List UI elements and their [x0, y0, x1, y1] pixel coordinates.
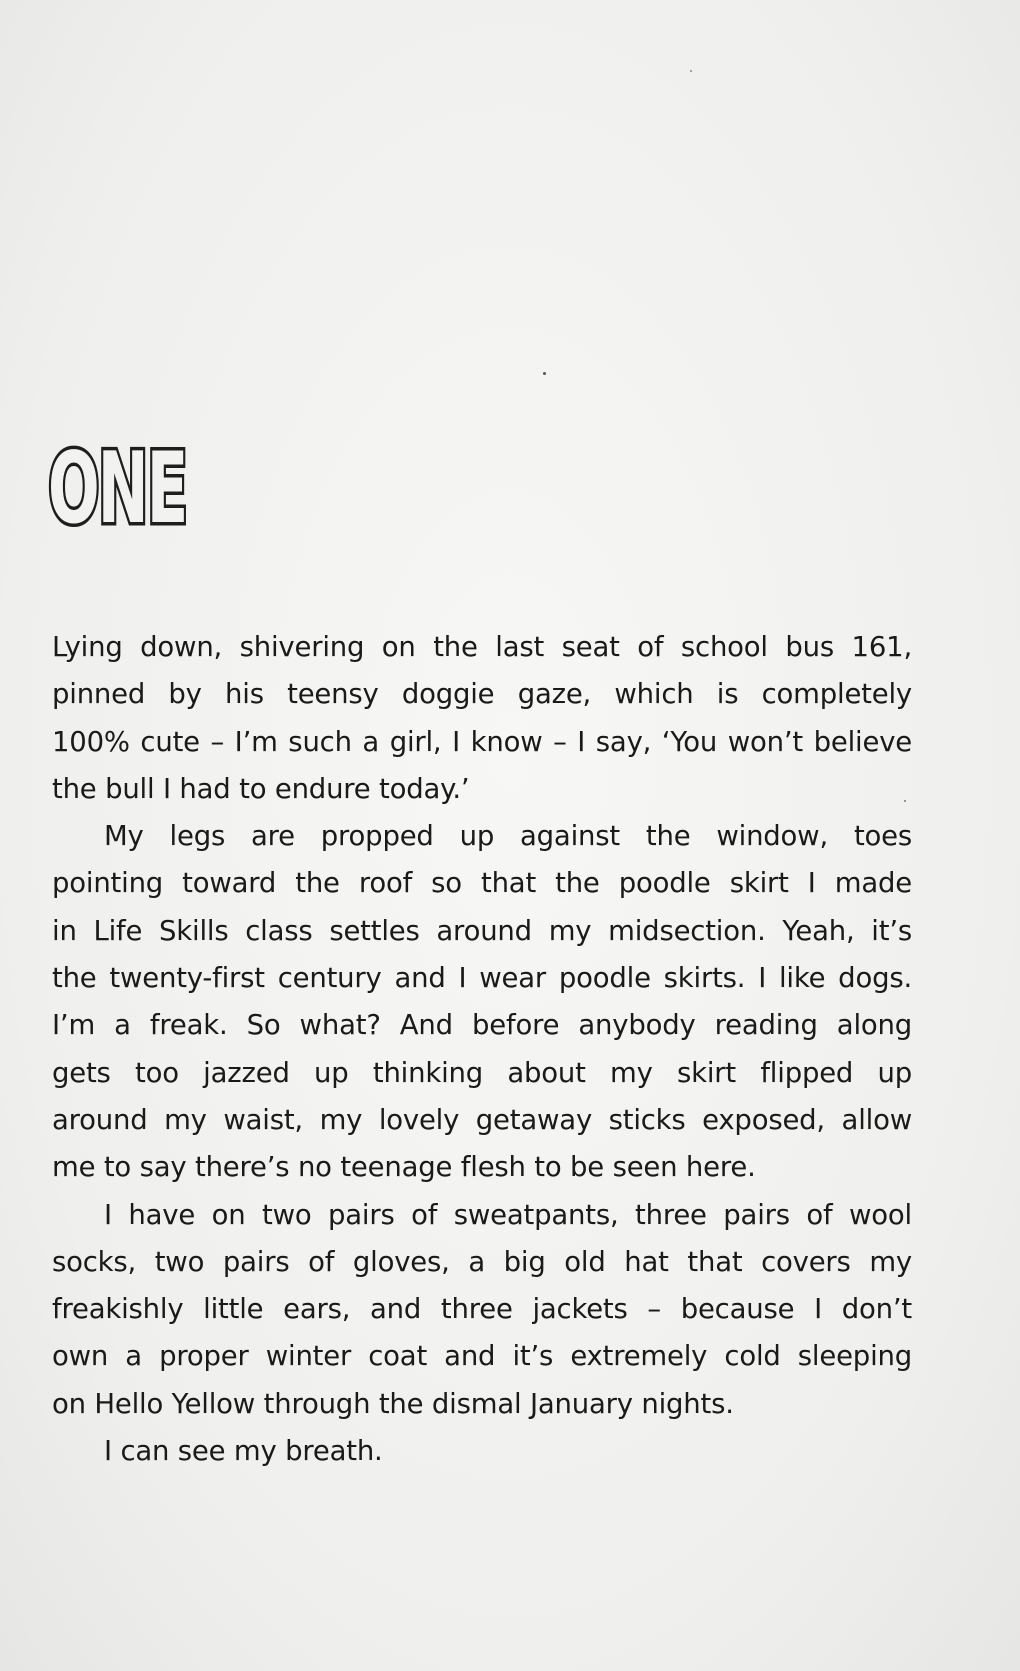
text-line: pointing toward the roof so that the poodle skirt I made — [52, 867, 912, 900]
text-line: gets too jazzed up thinking about my skirt flipped up — [52, 1056, 912, 1089]
text-line: My legs are propped up against the window, toes — [104, 820, 912, 853]
text-line: I can see my breath. — [104, 1435, 383, 1468]
text-line: socks, two pairs of gloves, a big old hat that covers my — [52, 1245, 912, 1278]
chapter-body-text — [52, 624, 912, 1475]
text-line: in Life Skills class settles around my midsection. Yeah, it’s — [52, 914, 912, 947]
text-line: the bull I had to endure today.’ — [52, 772, 470, 805]
text-line: own a proper winter coat and it’s extremely cold sleeping — [52, 1340, 912, 1373]
text-line: Lying down, shivering on the last seat of school bus 161, — [52, 631, 912, 663]
text-line: I’m a freak. So what? And before anybody reading along — [52, 1009, 912, 1042]
text-line: 100% cute – I’m such a girl, I know – I say, ‘You won’t believe — [52, 725, 912, 758]
text-line: I have on two pairs of sweatpants, three pairs of wool — [104, 1198, 912, 1231]
text-line: freakishly little ears, and three jackets – because I don’t — [52, 1293, 912, 1326]
chapter-title: ONE — [48, 432, 187, 546]
text-line: around my waist, my lovely getaway sticks exposed, allow — [52, 1103, 912, 1136]
text-line: pinned by his teensy doggie gaze, which is completely — [52, 678, 912, 711]
text-line: on Hello Yellow through the dismal January nights. — [52, 1387, 734, 1420]
text-line: the twenty-first century and I wear poodle skirts. I like dogs. — [52, 962, 912, 995]
paper-speck — [690, 70, 692, 72]
paper-speck — [543, 372, 546, 375]
text-line: me to say there’s no teenage flesh to be seen here. — [52, 1151, 756, 1184]
